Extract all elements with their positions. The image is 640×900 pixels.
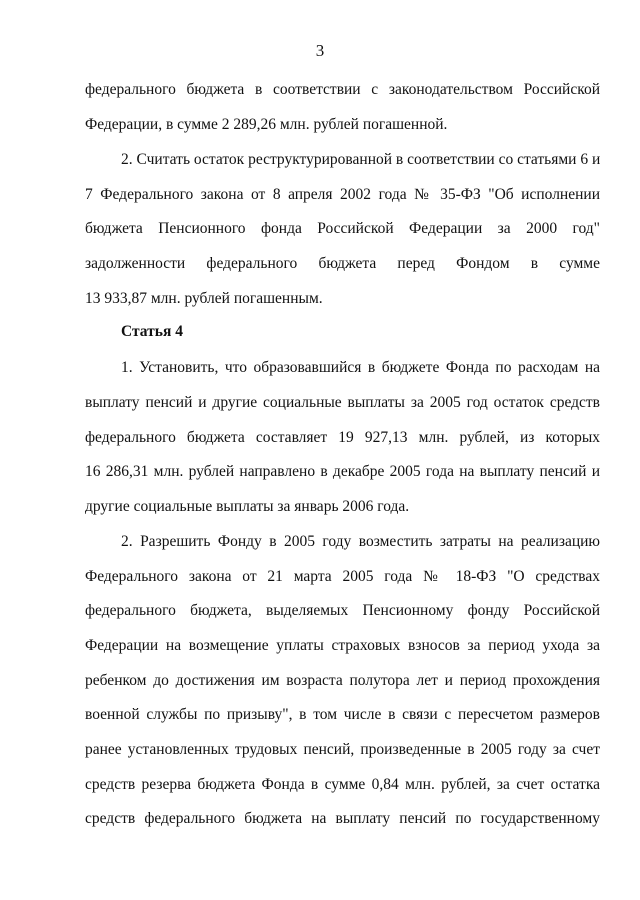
paragraph-first-line: 2. Считать остаток реструктурированной в соответствии со статьями 6 и — [121, 151, 601, 168]
text-line: ребенком до достижения им возраста полутора лет и период прохождения — [85, 672, 600, 689]
text-line: средств резерва бюджета Фонда в сумме 0,84 млн. рублей, за счет остатка — [85, 776, 600, 793]
paragraph-first-line: 2. Разрешить Фонду в 2005 году возместить затраты на реализацию — [121, 533, 600, 550]
text-line: 13 933,87 млн. рублей погашенным. — [85, 290, 323, 307]
text-line: федерального бюджета, выделяемых Пенсионному фонду Российской — [85, 602, 600, 619]
text-line: федерального бюджета составляет 19 927,13 млн. рублей, из которых — [85, 429, 600, 446]
text-line: другие социальные выплаты за январь 2006 года. — [85, 498, 410, 515]
page-number: 3 — [315, 41, 325, 60]
article-heading: Статья 4 — [121, 323, 183, 340]
text-line: федерального бюджета в соответствии с законодательством Российской — [85, 81, 600, 98]
text-line: Федерального закона от 21 марта 2005 года № 18-ФЗ "О средствах — [85, 568, 600, 585]
text-line: задолженности федерального бюджета перед Фондом в сумме — [85, 255, 600, 272]
text-line: военной службы по призыву", в том числе в связи с пересчетом размеров — [85, 706, 600, 723]
paragraph-first-line: 1. Установить, что образовавшийся в бюджете Фонда по расходам на — [121, 359, 600, 376]
text-line: бюджета Пенсионного фонда Российской Федерации за 2000 год" — [85, 220, 600, 237]
text-line: выплату пенсий и другие социальные выплаты за 2005 год остаток средств — [85, 394, 600, 411]
text-line: 7 Федерального закона от 8 апреля 2002 года № 35-ФЗ "Об исполнении — [85, 186, 600, 203]
text-line: 16 286,31 млн. рублей направлено в декабре 2005 года на выплату пенсий и — [85, 463, 600, 480]
text-line: Федерации на возмещение уплаты страховых взносов за период ухода за — [85, 637, 600, 654]
text-line: Федерации, в сумме 2 289,26 млн. рублей погашенной. — [85, 116, 448, 133]
text-line: средств федерального бюджета на выплату пенсий по государственному — [85, 810, 600, 827]
text-line: ранее установленных трудовых пенсий, произведенные в 2005 году за счет — [85, 741, 600, 758]
